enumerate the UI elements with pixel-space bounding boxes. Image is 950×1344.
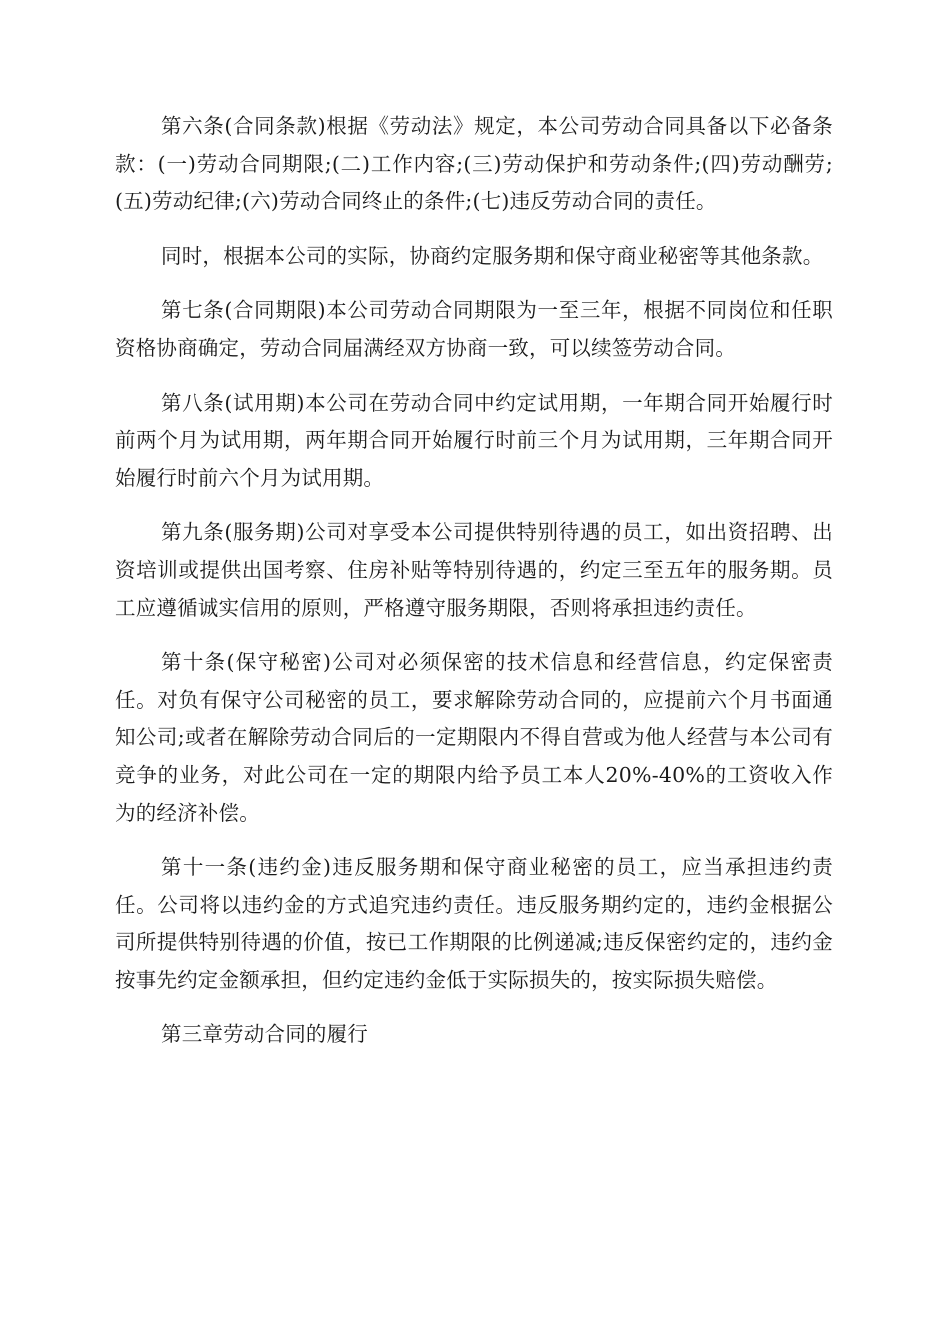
article-8-paragraph: 第八条(试用期)本公司在劳动合同中约定试用期，一年期合同开始履行时前两个月为试用期，两年期合同开始履行时前三个月为试用期，三年期合同开始履行时前六个月为试用期。: [115, 390, 833, 490]
supplementary-terms-paragraph: 同时，根据本公司的实际，协商约定服务期和保守商业秘密等其他条款。: [161, 243, 824, 268]
article-11-paragraph: 第十一条(违约金)违反服务期和保守商业秘密的员工，应当承担违约责任。公司将以违约金的方式追究违约责任。违反服务期约定的，违约金根据公司所提供特别待遇的价值，按已工作期限的比例递减;违反保密约定的，违约金按事先约定金额承担，但约定违约金低于实际损失的，按实际损失赔偿。: [115, 855, 833, 992]
chapter-3-heading: 第三章劳动合同的履行: [161, 1022, 368, 1047]
article-9-paragraph: 第九条(服务期)公司对享受本公司提供特别待遇的员工，如出资招聘、出资培训或提供出国考察、住房补贴等特别待遇的，约定三至五年的服务期。员工应遵循诚实信用的原则，严格遵守服务期限，否则将承担违约责任。: [115, 520, 833, 620]
article-6-paragraph: 第六条(合同条款)根据《劳动法》规定，本公司劳动合同具备以下必备条款：(一)劳动合同期限;(二)工作内容;(三)劳动保护和劳动条件;(四)劳动酬劳;(五)劳动纪律;(六)劳动合同终止的条件;(七)违反劳动合同的责任。: [115, 114, 833, 214]
article-10-paragraph: 第十条(保守秘密)公司对必须保密的技术信息和经营信息，约定保密责任。对负有保守公司秘密的员工，要求解除劳动合同的，应提前六个月书面通知公司;或者在解除劳动合同后的一定期限内不得自营或为他人经营与本公司有竞争的业务，对此公司在一定的期限内给予员工本人20%-40%的工资收入作为的经济补偿。: [115, 650, 833, 825]
document-body: [115, 108, 833, 1071]
article-7-paragraph: 第七条(合同期限)本公司劳动合同期限为一至三年，根据不同岗位和任职资格协商确定，劳动合同届满经双方协商一致，可以续签劳动合同。: [115, 298, 833, 360]
